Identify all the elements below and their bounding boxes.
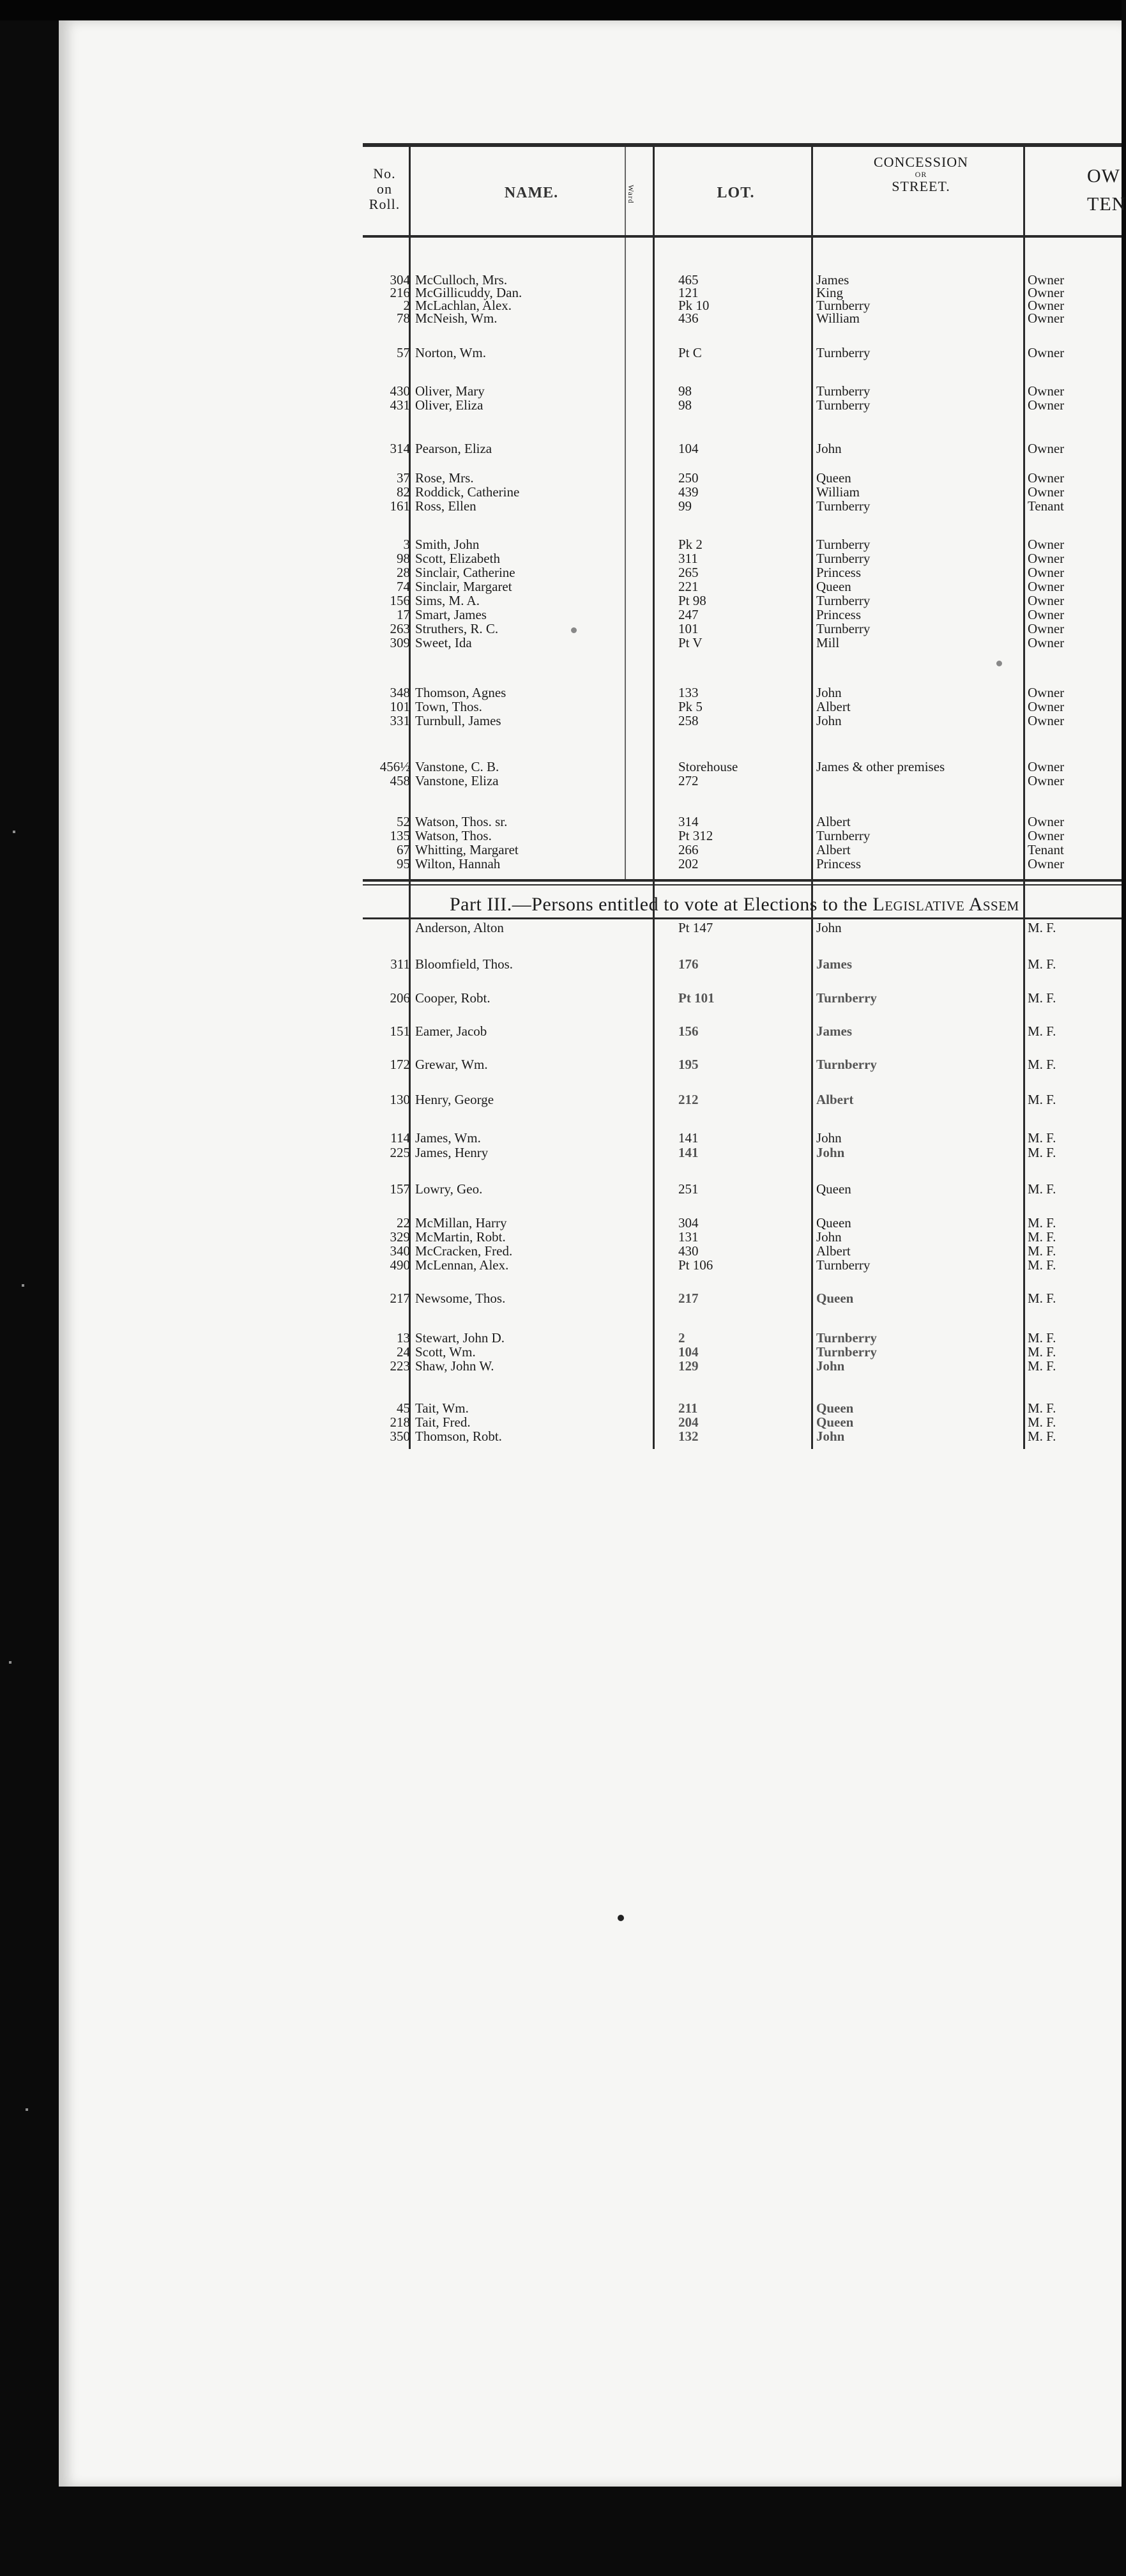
roll-number: 217 [390, 1291, 410, 1306]
qualification: M. F. [1028, 956, 1056, 972]
qualification: M. F. [1028, 1414, 1056, 1430]
roll-number: 98 [397, 551, 410, 566]
owner-tenant: Owner [1028, 759, 1065, 774]
lot-number: 311 [678, 551, 698, 566]
voter-name: Roddick, Catherine [415, 484, 520, 500]
concession-street: Albert [816, 699, 851, 714]
concession-street: Turnberry [816, 593, 871, 608]
concession-street: Albert [816, 814, 851, 829]
ink-dot [571, 627, 577, 633]
concession-street: John [816, 1145, 845, 1160]
voter-name: Thomson, Robt. [415, 1429, 502, 1444]
owner-tenant: Owner [1028, 593, 1065, 608]
voter-name: Vanstone, C. B. [415, 759, 499, 774]
voter-name: McLachlan, Alex. [415, 298, 512, 313]
owner-tenant: Owner [1028, 310, 1065, 326]
lot-number: 202 [678, 856, 699, 871]
lot-number: 430 [678, 1243, 699, 1259]
voter-name: Sweet, Ida [415, 635, 472, 650]
concession-street: Turnberry [816, 298, 871, 313]
owner-tenant: Owner [1028, 579, 1065, 594]
owner-tenant: Owner [1028, 773, 1065, 788]
roll-number: 350 [390, 1429, 410, 1444]
roll-number: 157 [390, 1181, 410, 1197]
concession-street: Turnberry [816, 1057, 877, 1072]
roll-number: 3 [403, 537, 410, 552]
lot-number: 104 [678, 441, 699, 456]
qualification: M. F. [1028, 1130, 1056, 1146]
part3-heading-tail: Legislative Assem [872, 894, 1019, 915]
voter-name: Whitting, Margaret [415, 842, 519, 857]
concession-street: Turnberry [816, 537, 871, 552]
voter-name: Anderson, Alton [415, 920, 504, 935]
roll-number: 314 [390, 441, 410, 456]
owner-tenant: Owner [1028, 685, 1065, 700]
lot-number: 304 [678, 1215, 699, 1230]
concession-street: John [816, 685, 842, 700]
lot-number: 436 [678, 310, 699, 326]
concession-street: Albert [816, 842, 851, 857]
lot-number: Pt C [678, 345, 702, 360]
lot-number: 133 [678, 685, 699, 700]
lot-number: 247 [678, 607, 699, 622]
voter-name: Thomson, Agnes [415, 685, 506, 700]
roll-number: 22 [397, 1215, 410, 1230]
concession-street: Turnberry [816, 1330, 877, 1346]
roll-number: 101 [390, 699, 410, 714]
lot-number: 156 [678, 1023, 699, 1039]
voter-name: Smart, James [415, 607, 487, 622]
concession-street: John [816, 1229, 842, 1245]
header-lot: LOT. [717, 185, 755, 201]
concession-street: Turnberry [816, 621, 871, 636]
roll-number: 130 [390, 1092, 410, 1107]
concession-street: William [816, 484, 860, 500]
roll-number: 161 [390, 498, 410, 514]
voter-name: Sinclair, Margaret [415, 579, 512, 594]
lot-number: Pt 312 [678, 828, 713, 843]
concession-street: Turnberry [816, 498, 871, 514]
voter-name: Rose, Mrs. [415, 470, 474, 486]
roll-number: 151 [390, 1023, 410, 1039]
roll-number: 74 [397, 579, 410, 594]
roll-number: 223 [390, 1358, 410, 1374]
voter-name: Cooper, Robt. [415, 990, 491, 1006]
concession-street: John [816, 713, 842, 728]
owner-tenant: Owner [1028, 272, 1065, 288]
scan-speck [9, 1661, 11, 1664]
concession-street: Turnberry [816, 990, 877, 1006]
owner-tenant: Owner [1028, 537, 1065, 552]
owner-tenant: Owner [1028, 635, 1065, 650]
voter-name: Henry, George [415, 1092, 494, 1107]
voter-name: McNeish, Wm. [415, 310, 498, 326]
lot-number: 258 [678, 713, 699, 728]
lot-number: 129 [678, 1358, 699, 1374]
lot-number: 121 [678, 285, 699, 300]
header-owner-line1: OW [1087, 165, 1120, 187]
concession-street: Albert [816, 1092, 854, 1107]
lot-number: 104 [678, 1344, 699, 1360]
concession-street: Princess [816, 607, 861, 622]
roll-number: 24 [397, 1344, 410, 1360]
qualification: M. F. [1028, 1429, 1056, 1444]
qualification: M. F. [1028, 1023, 1056, 1039]
lot-number: 217 [678, 1291, 699, 1306]
voter-name: McLennan, Alex. [415, 1257, 509, 1273]
roll-number: 28 [397, 565, 410, 580]
voter-name: Sims, M. A. [415, 593, 480, 608]
lot-number: Pk 10 [678, 298, 710, 313]
owner-tenant: Owner [1028, 621, 1065, 636]
voter-name: Scott, Elizabeth [415, 551, 500, 566]
owner-tenant: Tenant [1028, 842, 1064, 857]
voter-name: Pearson, Eliza [415, 441, 492, 456]
qualification: M. F. [1028, 1291, 1056, 1306]
lot-number: Pt V [678, 635, 703, 650]
roll-number: 82 [397, 484, 410, 500]
roll-number: 37 [397, 470, 410, 486]
voter-name: Eamer, Jacob [415, 1023, 487, 1039]
voter-name: Wilton, Hannah [415, 856, 501, 871]
roll-number: 456½ [379, 759, 410, 774]
roll-number: 340 [390, 1243, 410, 1259]
concession-street: James [816, 1023, 852, 1039]
concession-street: Turnberry [816, 383, 871, 399]
concession-street: Mill [816, 635, 840, 650]
roll-number: 172 [390, 1057, 410, 1072]
voter-name: Struthers, R. C. [415, 621, 499, 636]
concession-street: Queen [816, 1215, 851, 1230]
concession-street: Turnberry [816, 551, 871, 566]
voter-name: Oliver, Mary [415, 383, 485, 399]
scan-border-bottom [59, 2487, 1122, 2576]
roll-number: 348 [390, 685, 410, 700]
concession-street: Turnberry [816, 828, 871, 843]
lot-number: 212 [678, 1092, 699, 1107]
roll-number: 331 [390, 713, 410, 728]
concession-street: Turnberry [816, 1344, 877, 1360]
voter-name: Watson, Thos. [415, 828, 492, 843]
roll-number: 311 [390, 956, 410, 972]
owner-tenant: Owner [1028, 470, 1065, 486]
roll-number: 309 [390, 635, 410, 650]
concession-street: Queen [816, 1414, 854, 1430]
roll-number: 114 [390, 1130, 410, 1146]
roll-number: 458 [390, 773, 410, 788]
part3-heading-text: Part III.—Persons entitled to vote at Elections to the [450, 894, 873, 915]
owner-tenant: Owner [1028, 298, 1065, 313]
lot-number: 439 [678, 484, 699, 500]
qualification: M. F. [1028, 1257, 1056, 1273]
lot-number: 99 [678, 498, 692, 514]
lot-number: 465 [678, 272, 699, 288]
qualification: M. F. [1028, 1145, 1056, 1160]
lot-number: 265 [678, 565, 699, 580]
roll-number: 135 [390, 828, 410, 843]
roll-number: 263 [390, 621, 410, 636]
owner-tenant: Owner [1028, 484, 1065, 500]
owner-tenant: Owner [1028, 713, 1065, 728]
roll-number: 17 [397, 607, 410, 622]
owner-tenant: Owner [1028, 607, 1065, 622]
roll-number: 52 [397, 814, 410, 829]
qualification: M. F. [1028, 1181, 1056, 1197]
concession-street: John [816, 1429, 845, 1444]
header-no-line1: No. [373, 165, 396, 181]
owner-tenant: Owner [1028, 828, 1065, 843]
roll-number: 218 [390, 1414, 410, 1430]
lot-number: 101 [678, 621, 699, 636]
voter-name: Bloomfield, Thos. [415, 956, 514, 972]
concession-street: Turnberry [816, 345, 871, 360]
concession-street: Queen [816, 470, 851, 486]
qualification: M. F. [1028, 1330, 1056, 1346]
owner-tenant: Tenant [1028, 498, 1064, 514]
header-owner-line2: TEN [1087, 194, 1126, 215]
header-no-line2: on [377, 181, 392, 197]
lot-number: 272 [678, 773, 699, 788]
scan-speck [22, 1284, 24, 1287]
voter-name: McCulloch, Mrs. [415, 272, 508, 288]
qualification: M. F. [1028, 1400, 1056, 1416]
concession-street: John [816, 920, 842, 935]
roll-number: 304 [390, 272, 410, 288]
lot-number: 221 [678, 579, 699, 594]
lot-number: 98 [678, 397, 692, 413]
header-name: NAME. [504, 185, 559, 201]
voter-name: James, Wm. [415, 1130, 481, 1146]
roll-number: 225 [390, 1145, 410, 1160]
owner-tenant: Owner [1028, 285, 1065, 300]
owner-tenant: Owner [1028, 345, 1065, 360]
lot-number: Storehouse [678, 759, 738, 774]
qualification: M. F. [1028, 1215, 1056, 1230]
lot-number: 131 [678, 1229, 699, 1245]
qualification: M. F. [1028, 1057, 1056, 1072]
concession-street: Turnberry [816, 1257, 871, 1273]
owner-tenant: Owner [1028, 383, 1065, 399]
scan-speck [13, 831, 15, 833]
roll-number: 206 [390, 990, 410, 1006]
header-concession-line2: OR [915, 170, 927, 179]
concession-street: Princess [816, 565, 861, 580]
roll-number: 45 [397, 1400, 410, 1416]
lot-number: 204 [678, 1414, 699, 1430]
voter-name: Lowry, Geo. [415, 1181, 483, 1197]
concession-street: Queen [816, 1291, 854, 1306]
lot-number: 250 [678, 470, 699, 486]
owner-tenant: Owner [1028, 565, 1065, 580]
lot-number: 176 [678, 956, 699, 972]
concession-street: John [816, 1130, 842, 1146]
voter-name: Town, Thos. [415, 699, 482, 714]
roll-number: 430 [390, 383, 410, 399]
lot-number: 132 [678, 1429, 699, 1444]
lot-number: 314 [678, 814, 699, 829]
roll-number: 57 [397, 345, 410, 360]
concession-street: Queen [816, 1400, 854, 1416]
lot-number: 211 [678, 1400, 698, 1416]
qualification: M. F. [1028, 1243, 1056, 1259]
lot-number: Pk 2 [678, 537, 703, 552]
voter-name: McGillicuddy, Dan. [415, 285, 522, 300]
lot-number: 2 [678, 1330, 685, 1346]
voter-name: Turnbull, James [415, 713, 501, 728]
roll-number: 156 [390, 593, 410, 608]
roll-number: 13 [397, 1330, 410, 1346]
roll-number: 78 [397, 310, 410, 326]
concession-street: James & other premises [816, 759, 945, 774]
voter-name: Oliver, Eliza [415, 397, 483, 413]
owner-tenant: Owner [1028, 441, 1065, 456]
header-concession-line1: CONCESSION [873, 154, 969, 170]
voter-name: McMartin, Robt. [415, 1229, 506, 1245]
qualification: M. F. [1028, 920, 1056, 935]
qualification: M. F. [1028, 1358, 1056, 1374]
roll-number: 490 [390, 1257, 410, 1273]
lot-number: 195 [678, 1057, 699, 1072]
ink-dot [996, 661, 1002, 666]
owner-tenant: Owner [1028, 699, 1065, 714]
lot-number: Pt 98 [678, 593, 706, 608]
owner-tenant: Owner [1028, 397, 1065, 413]
roll-number: 95 [397, 856, 410, 871]
concession-street: William [816, 310, 860, 326]
voter-name: Grewar, Wm. [415, 1057, 488, 1072]
lot-number: 266 [678, 842, 699, 857]
header-concession-line3: STREET. [892, 178, 950, 194]
lot-number: Pt 101 [678, 990, 715, 1006]
qualification: M. F. [1028, 990, 1056, 1006]
document-page [59, 20, 1126, 2487]
roll-number: 216 [390, 285, 410, 300]
voter-name: Norton, Wm. [415, 345, 487, 360]
concession-street: James [816, 956, 852, 972]
concession-street: Queen [816, 1181, 851, 1197]
voter-name: Smith, John [415, 537, 480, 552]
lot-number: 251 [678, 1181, 699, 1197]
concession-street: James [816, 272, 849, 288]
lot-number: 141 [678, 1145, 699, 1160]
voter-name: Ross, Ellen [415, 498, 476, 514]
part3-table [359, 20, 1125, 1490]
header-no-line3: Roll. [369, 196, 400, 212]
voter-name: McCracken, Fred. [415, 1243, 513, 1259]
voter-name: Tait, Wm. [415, 1400, 469, 1416]
roll-number: 431 [390, 397, 410, 413]
concession-street: John [816, 441, 842, 456]
header-narrow-col: Ward [627, 185, 635, 204]
concession-street: Turnberry [816, 397, 871, 413]
voter-name: Sinclair, Catherine [415, 565, 515, 580]
qualification: M. F. [1028, 1092, 1056, 1107]
lot-number: Pt 106 [678, 1257, 713, 1273]
lot-number: 141 [678, 1130, 699, 1146]
voter-name: Stewart, John D. [415, 1330, 505, 1346]
voter-name: Vanstone, Eliza [415, 773, 499, 788]
voter-name: Newsome, Thos. [415, 1291, 506, 1306]
scan-border-top [0, 0, 1122, 20]
roll-number: 67 [397, 842, 410, 857]
voter-name: James, Henry [415, 1145, 489, 1160]
concession-street: John [816, 1358, 845, 1374]
concession-street: King [816, 285, 843, 300]
lot-number: Pk 5 [678, 699, 703, 714]
qualification: M. F. [1028, 1344, 1056, 1360]
owner-tenant: Owner [1028, 856, 1065, 871]
owner-tenant: Owner [1028, 551, 1065, 566]
concession-street: Queen [816, 579, 851, 594]
concession-street: Princess [816, 856, 861, 871]
owner-tenant: Owner [1028, 814, 1065, 829]
lot-number: Pt 147 [678, 920, 713, 935]
roll-number: 329 [390, 1229, 410, 1245]
qualification: M. F. [1028, 1229, 1056, 1245]
voter-name: McMillan, Harry [415, 1215, 507, 1230]
scan-speck [26, 2108, 28, 2111]
voter-name: Shaw, John W. [415, 1358, 494, 1374]
concession-street: Albert [816, 1243, 851, 1259]
roll-number: 2 [403, 298, 410, 313]
voter-name: Tait, Fred. [415, 1414, 471, 1430]
lot-number: 98 [678, 383, 692, 399]
voter-name: Scott, Wm. [415, 1344, 476, 1360]
voter-name: Watson, Thos. sr. [415, 814, 508, 829]
ink-dot [618, 1915, 624, 1921]
